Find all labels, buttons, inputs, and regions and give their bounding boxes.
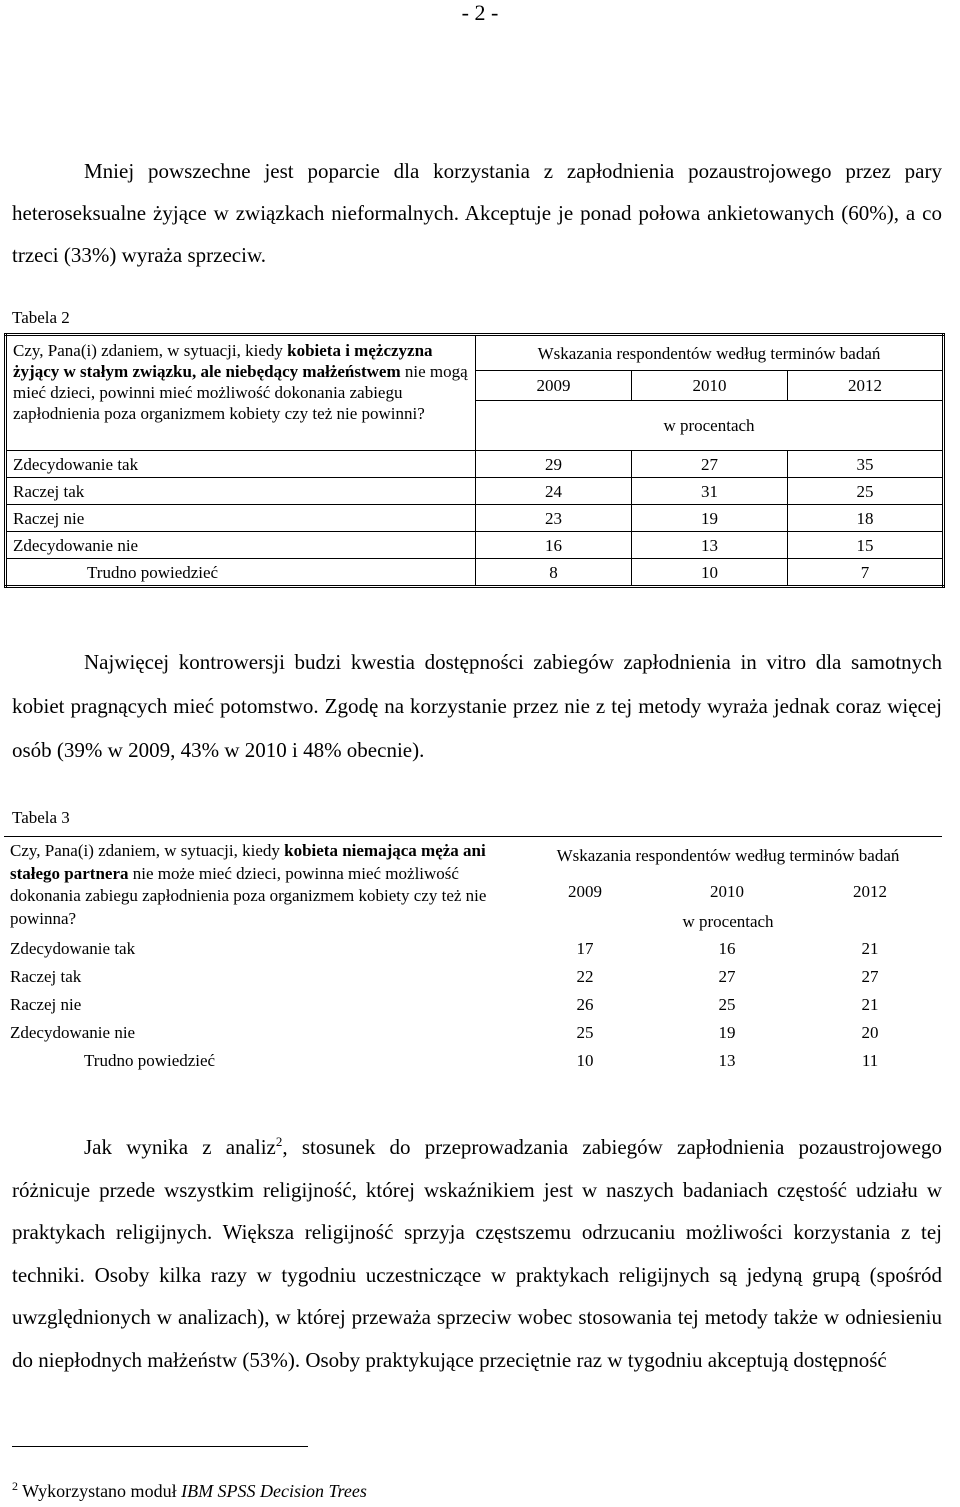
paragraph-intro-text: Mniej powszechne jest poparcie dla korzystania z zapłodnienia pozaustrojowego przez pary heteroseksualne żyjące w związkach nieformalnych. Akceptuje je ponad połowa ankietowanych (60%), a co trzeci (33%) wyraża sprzeciw. [12,159,942,267]
table-row: Raczej tak 24 31 25 [6,478,944,505]
paragraph-middle-text: Najwięcej kontrowersji budzi kwestia dostępności zabiegów zapłodnienia in vitro dla samotnych kobiet pragnących mieć potomstwo. Zgodę na korzystanie przez nie z tej metody wyraża jednak coraz więcej osób (39% w 2009, 43% w 2010 i 48% obecnie). [12,650,942,762]
paragraph-middle [12,640,942,772]
table2-unit: w procentach [476,401,944,451]
table3-unit: w procentach [682,912,774,931]
table-row: Trudno powiedzieć 10 13 11 [84,1051,879,1070]
table3-year-2009: 2009 [568,882,602,901]
table3-caption: Tabela 3 [12,808,70,827]
footnote-reference: 2 [275,1134,283,1149]
table3-year-2010: 2010 [710,882,744,901]
table-row: Zdecydowanie tak 29 27 35 [6,451,944,478]
footnote: $^2$ Wykorzystano moduł IBM SPSS Decision Trees [12,1479,367,1501]
table-row: Zdecydowanie nie 16 13 15 [6,532,944,559]
footnote-mark: 2 [12,1479,18,1493]
table-row: Zdecydowanie tak 17 16 21 [10,939,879,958]
paragraph-intro [12,150,942,276]
table-row: Raczej nie 26 25 21 [10,995,879,1014]
table-row: Zdecydowanie nie 25 19 20 [10,1023,879,1042]
table3-question: Czy, Pana(i) zdaniem, w sytuacji, kiedy kobieta niemająca męża ani stałego partnera nie może mieć dzieci, powinna mieć możliwość dokonania zabiegu zapłodnienia poza organizmem kobiety czy też nie powinna? [10,841,487,928]
table2 [4,333,945,588]
table2-year-2010: 2010 [632,371,788,401]
table2-year-2012: 2012 [788,371,944,401]
table-row: Raczej nie 23 19 18 [6,505,944,532]
paragraph-religiosity: Jak wynika z analiz$^2$, stosunek do przeprowadzania zabiegów zapłodnienia pozaustrojowego różnicuje przede wszystkim religijność, której wskaźnikiem jest w naszych badaniach częstość udziału w praktykach religijnych. Większa religijność sprzyja częstszemu odrzucaniu możliwości korzystania z tej techniki. Osoby kilka razy w tygodniu uczestniczące w praktykach religijnych są jedyną grupą (spośród uwzględnionych w analizach), w której przeważa sprzeciw wobec stosowania tej metody także w odniesieniu do niepłodnych małżeństw (53%). Osoby praktykujące przeciętnie raz w tygodniu akceptują dostępność [12,1134,942,1372]
table2-header: Wskazania respondentów według terminów badań [476,335,944,371]
table3-year-2012: 2012 [853,882,888,901]
table3-header: Wskazania respondentów według terminów badań [556,846,900,866]
table-row: Raczej tak 22 27 27 [10,967,879,986]
table3 [4,836,942,1075]
table-row: Trudno powiedzieć 8 10 7 [6,559,944,587]
page-number: - 2 - [461,0,499,25]
table2-year-2009: 2009 [476,371,632,401]
table2-question: Czy, Pana(i) zdaniem, w sytuacji, kiedy kobieta i mężczyzna żyjący w stałym związku, ale niebędący małżeństwem nie mogą mieć dzieci, powinni mieć możliwość dokonania zabiegu zapłodnienia poza organizmem kobiety czy też nie powinni? [6,335,476,451]
table2-caption: Tabela 2 [12,308,70,327]
footnote-separator [12,1446,308,1447]
